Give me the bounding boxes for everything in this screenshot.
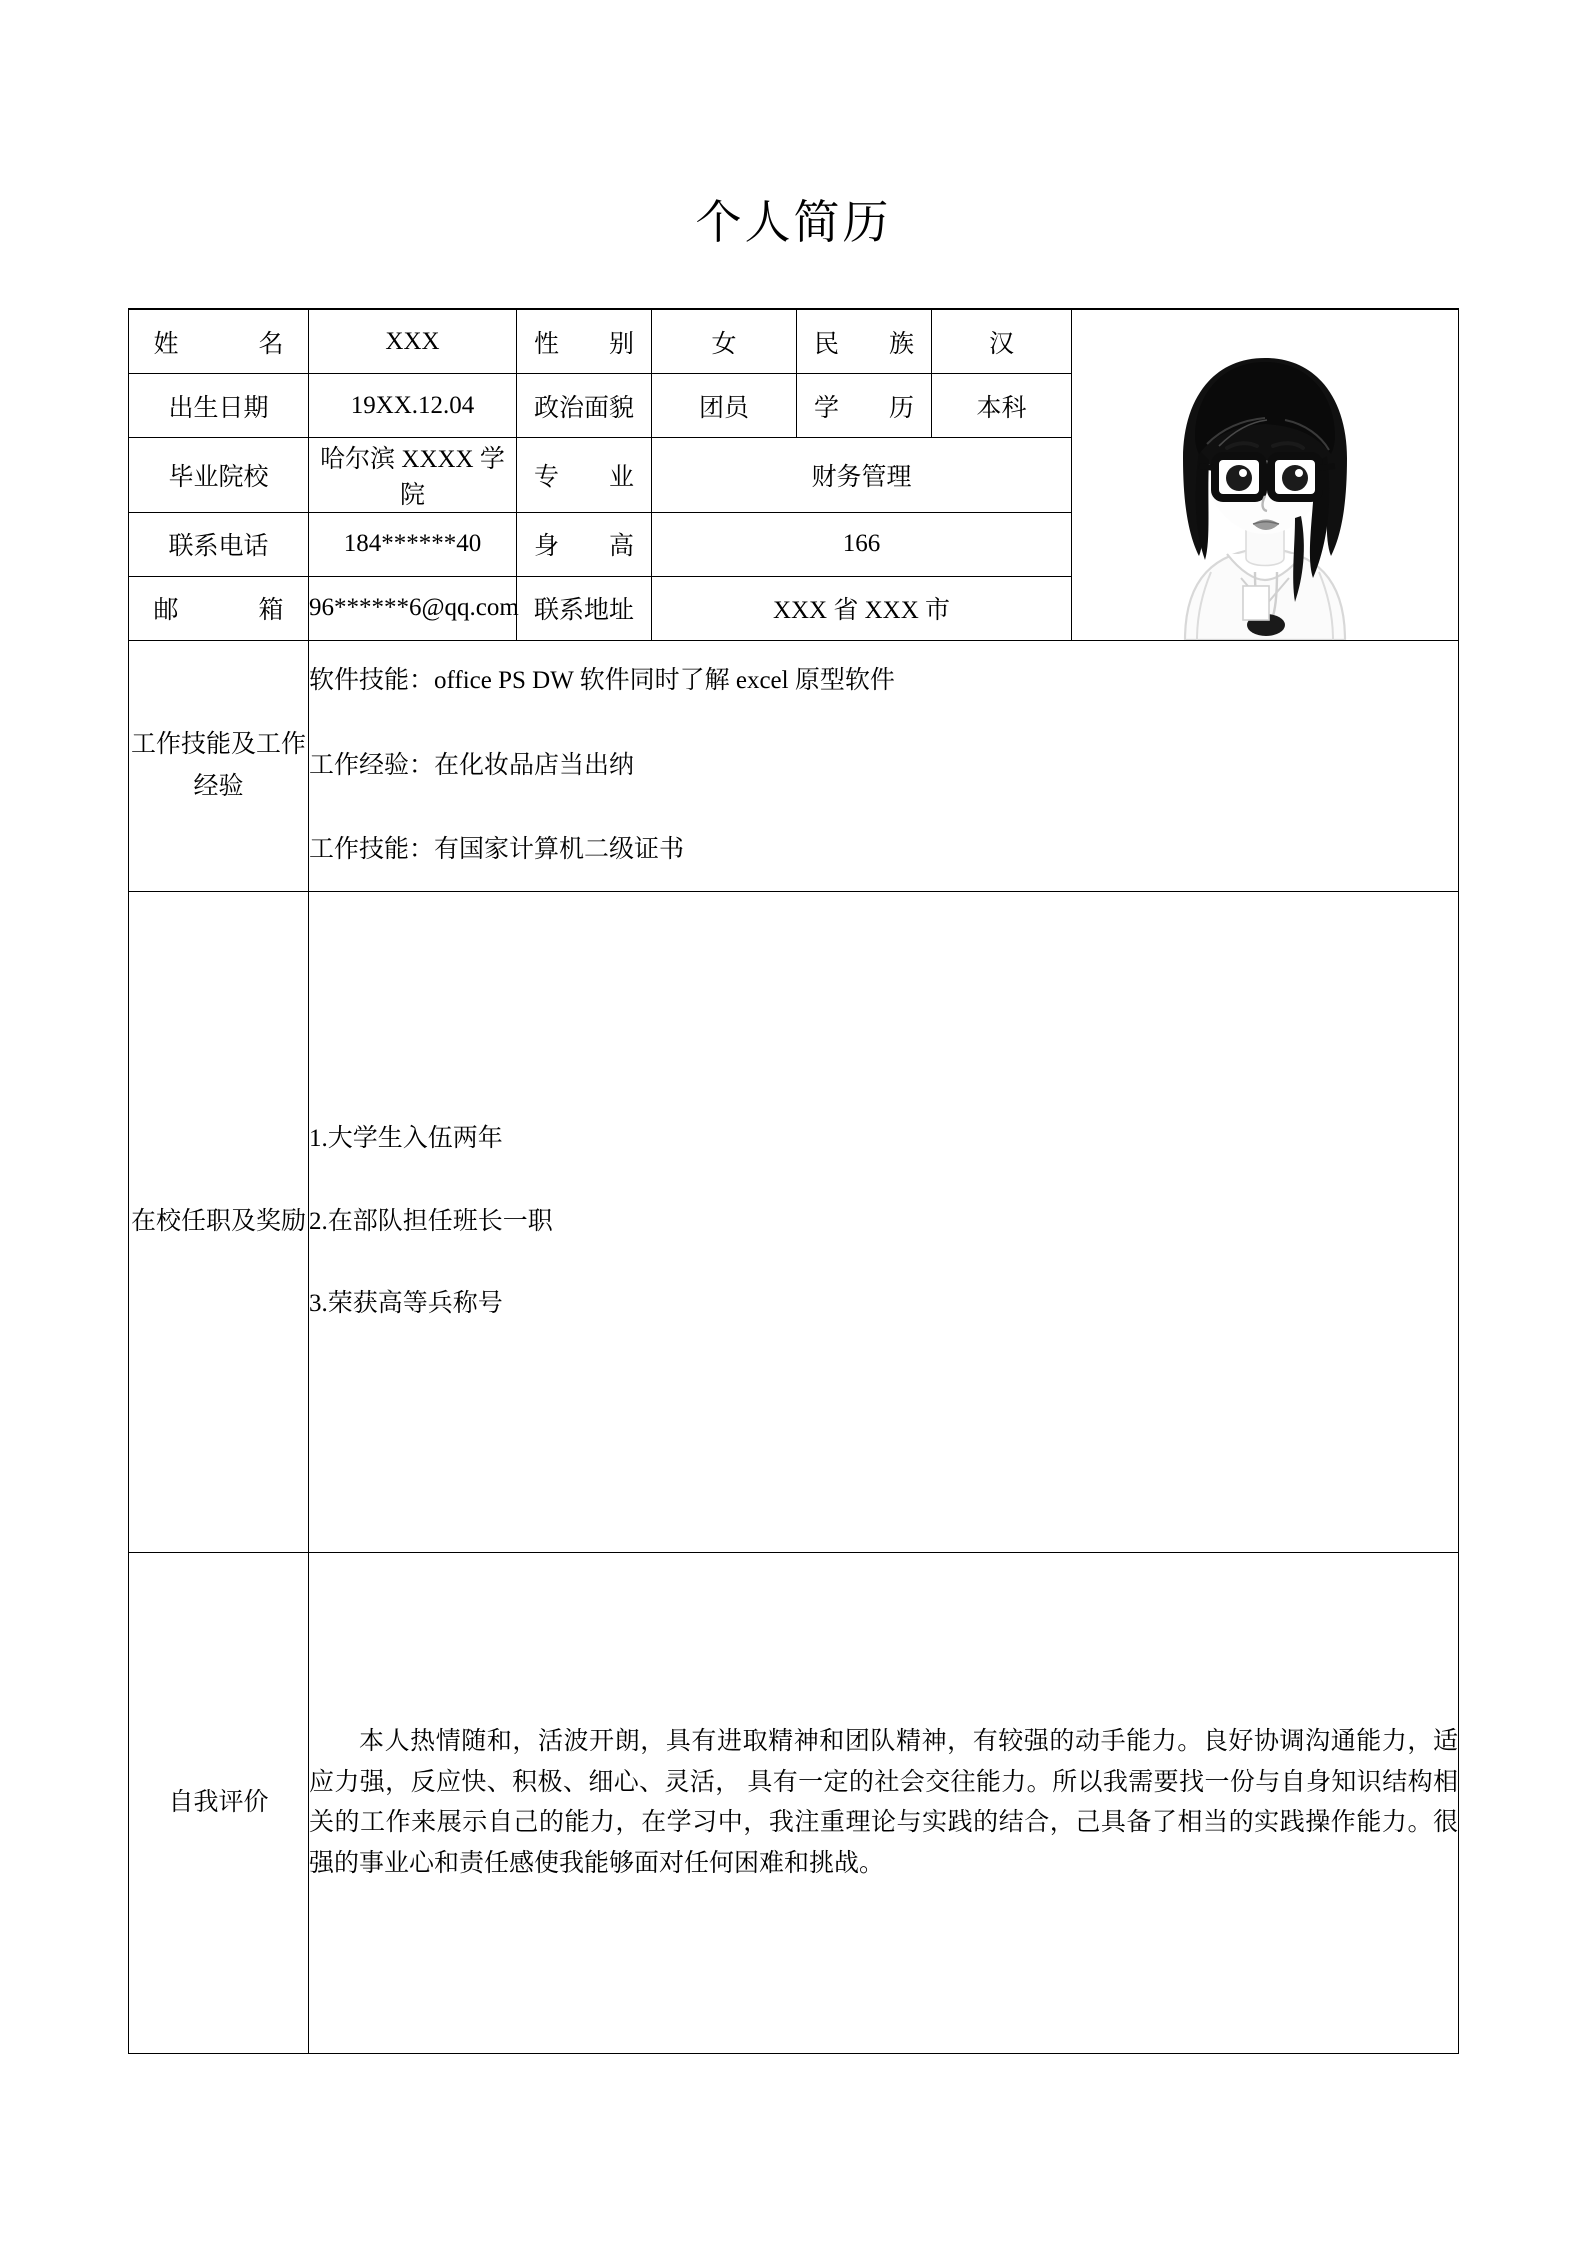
photo-cell (1072, 309, 1459, 641)
table-row-awards (129, 892, 1459, 1553)
label-ethnicity: 民 族 (797, 309, 932, 374)
section-body-awards (309, 892, 1459, 1553)
label-education: 学 历 (797, 374, 932, 438)
section-body-skills (309, 641, 1459, 892)
award-line: 2.在部队担任班长一职 (309, 1207, 553, 1235)
resume-table (128, 308, 1459, 2054)
value-email: 96******6@qq.com (309, 576, 517, 640)
section-body-evaluation (309, 1553, 1459, 2054)
label-school: 毕业院校 (129, 438, 309, 512)
value-gender: 女 (652, 309, 797, 374)
page-title: 个人简历 (695, 197, 892, 248)
label-gender: 性 别 (517, 309, 652, 374)
table-row-evaluation (129, 1553, 1459, 2054)
label-email: 邮 箱 (129, 576, 309, 640)
label-name: 姓 名 (129, 309, 309, 374)
value-height: 166 (652, 512, 1072, 576)
value-political-status: 团员 (652, 374, 797, 438)
table-row-name (129, 309, 1459, 374)
section-label-evaluation: 自我评价 (129, 1553, 309, 2054)
value-birth-date: 19XX.12.04 (309, 374, 517, 438)
evaluation-text: 本人热情随和，活波开朗，具有进取精神和团队精神，有较强的动手能力。良好协调沟通能力，适应力强，反应快、积极、细心、灵活， 具有一定的社会交往能力。所以我需要找一份与自身知识结构相关的工作来展示自己的能力，在学习中，我注重理论与实践的结合，己具备了相当的实践操作能力。很强的事业心和责任感使我能够面对任何困难和挑战。 (309, 1728, 1458, 1877)
award-line: 1.大学生入伍两年 (309, 1124, 503, 1152)
label-birth-date: 出生日期 (129, 374, 309, 438)
table-row-skills (129, 641, 1459, 892)
label-address: 联系地址 (517, 576, 652, 640)
section-label-awards: 在校任职及奖励 (129, 892, 309, 1553)
section-label-skills: 工作技能及工作经验 (129, 641, 309, 892)
avatar-image (1115, 310, 1415, 640)
value-name: XXX (309, 309, 517, 374)
value-ethnicity: 汉 (932, 309, 1072, 374)
label-major: 专 业 (517, 438, 652, 512)
value-major: 财务管理 (652, 438, 1072, 512)
value-school: 哈尔滨 XXXX 学院 (309, 438, 517, 512)
label-height: 身 高 (517, 512, 652, 576)
label-phone: 联系电话 (129, 512, 309, 576)
award-line: 3.荣获高等兵称号 (309, 1290, 503, 1318)
value-phone: 184******40 (309, 512, 517, 576)
value-education: 本科 (932, 374, 1072, 438)
value-address: XXX 省 XXX 市 (652, 576, 1072, 640)
label-political-status: 政治面貌 (517, 374, 652, 438)
skills-line: 软件技能：office PS DW 软件同时了解 excel 原型软件 (309, 666, 895, 694)
skills-line: 工作技能：有国家计算机二级证书 (309, 836, 685, 864)
skills-line: 工作经验：在化妆品店当出纳 (309, 751, 635, 779)
avatar (1072, 310, 1458, 640)
